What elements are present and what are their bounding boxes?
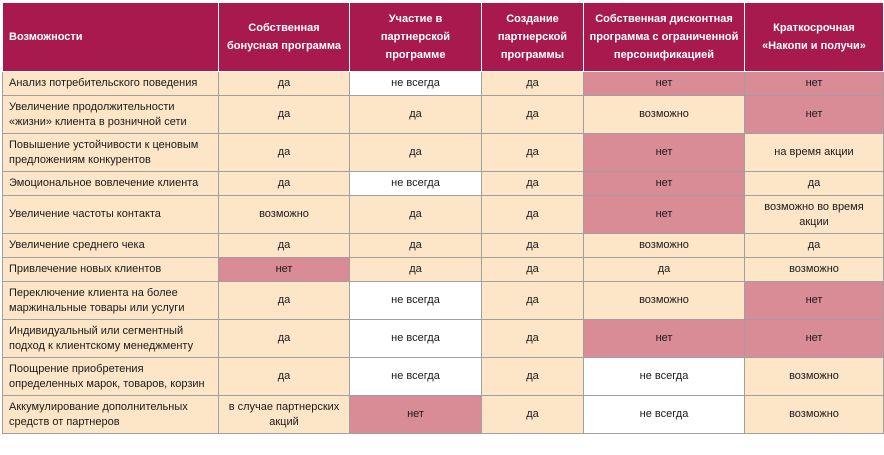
- table-cell: да: [219, 358, 350, 396]
- header-short-term: Краткосрочная «Накопи и получи»: [745, 3, 884, 72]
- table-row: [3, 258, 884, 282]
- table-cell: да: [482, 258, 584, 282]
- table-cell: не всегда: [350, 172, 482, 196]
- table-cell: возможно: [745, 258, 884, 282]
- table-cell: на время акции: [745, 134, 884, 172]
- table-cell: да: [482, 196, 584, 234]
- header-partner-creation: Создание партнерской программы: [482, 3, 584, 72]
- table-row: [3, 396, 884, 434]
- header-capabilities: Возможности: [3, 3, 219, 72]
- table-cell: нет: [745, 72, 884, 96]
- table-cell: да: [219, 234, 350, 258]
- table-row: [3, 72, 884, 96]
- comparison-table: [2, 2, 884, 434]
- table-cell: возможно: [584, 282, 745, 320]
- table-cell: да: [482, 72, 584, 96]
- table-cell: да: [219, 282, 350, 320]
- table-cell: да: [745, 172, 884, 196]
- table-cell: да: [584, 258, 745, 282]
- row-label: Повышение устойчивости к ценовым предложениям конкурентов: [3, 134, 219, 172]
- table-cell: не всегда: [350, 358, 482, 396]
- table-cell: нет: [219, 258, 350, 282]
- row-label: Индивидуальный или сегментный подход к клиентскому менеджменту: [3, 320, 219, 358]
- row-label: Увеличение среднего чека: [3, 234, 219, 258]
- table-cell: да: [482, 282, 584, 320]
- row-label: Эмоциональное вовлечение клиента: [3, 172, 219, 196]
- table-cell: нет: [745, 320, 884, 358]
- table-cell: да: [219, 172, 350, 196]
- table-cell: нет: [745, 96, 884, 134]
- header-discount-program: Собственная дисконтная программа с ограниченной персонификацией: [584, 3, 745, 72]
- table-cell: возможно: [584, 234, 745, 258]
- table-cell: возможно: [745, 358, 884, 396]
- row-label: Привлечение новых клиентов: [3, 258, 219, 282]
- table-row: [3, 234, 884, 258]
- row-label: Переключение клиента на более маржинальные товары или услуги: [3, 282, 219, 320]
- table-cell: нет: [584, 320, 745, 358]
- row-label: Увеличение продолжительности «жизни» клиента в розничной сети: [3, 96, 219, 134]
- table-cell: нет: [584, 172, 745, 196]
- table-row: [3, 172, 884, 196]
- header-row: [3, 3, 884, 72]
- table-cell: да: [482, 172, 584, 196]
- table-cell: не всегда: [584, 358, 745, 396]
- table-cell: да: [482, 320, 584, 358]
- table-cell: в случае партнерских акций: [219, 396, 350, 434]
- table-cell: да: [482, 96, 584, 134]
- row-label: Аккумулирование дополнительных средств от партнеров: [3, 396, 219, 434]
- table-row: [3, 282, 884, 320]
- table-cell: да: [219, 134, 350, 172]
- table-cell: да: [350, 234, 482, 258]
- table-cell: нет: [350, 396, 482, 434]
- table-cell: нет: [745, 282, 884, 320]
- header-own-bonus: Собственная бонусная программа: [219, 3, 350, 72]
- table-row: [3, 96, 884, 134]
- table-cell: да: [482, 358, 584, 396]
- header-partner-participation: Участие в партнерской программе: [350, 3, 482, 72]
- table-row: [3, 134, 884, 172]
- table-row: [3, 320, 884, 358]
- table-cell: возможно во время акции: [745, 196, 884, 234]
- table-cell: да: [350, 134, 482, 172]
- table-cell: возможно: [584, 96, 745, 134]
- table-cell: нет: [584, 196, 745, 234]
- table-cell: да: [482, 396, 584, 434]
- table-cell: не всегда: [350, 282, 482, 320]
- table-cell: нет: [584, 72, 745, 96]
- table-cell: не всегда: [350, 72, 482, 96]
- table-cell: да: [219, 72, 350, 96]
- table-cell: не всегда: [350, 320, 482, 358]
- table-cell: да: [350, 258, 482, 282]
- table-cell: возможно: [745, 396, 884, 434]
- row-label: Увеличение частоты контакта: [3, 196, 219, 234]
- table-row: [3, 196, 884, 234]
- table-cell: да: [482, 234, 584, 258]
- table-cell: да: [482, 134, 584, 172]
- table-cell: да: [350, 96, 482, 134]
- table-cell: возможно: [219, 196, 350, 234]
- table-cell: да: [219, 320, 350, 358]
- table-cell: не всегда: [584, 396, 745, 434]
- table-cell: нет: [584, 134, 745, 172]
- table-cell: да: [745, 234, 884, 258]
- table-row: [3, 358, 884, 396]
- row-label: Анализ потребительского поведения: [3, 72, 219, 96]
- table-cell: да: [219, 96, 350, 134]
- table-cell: да: [350, 196, 482, 234]
- row-label: Поощрение приобретения определенных марок, товаров, корзин: [3, 358, 219, 396]
